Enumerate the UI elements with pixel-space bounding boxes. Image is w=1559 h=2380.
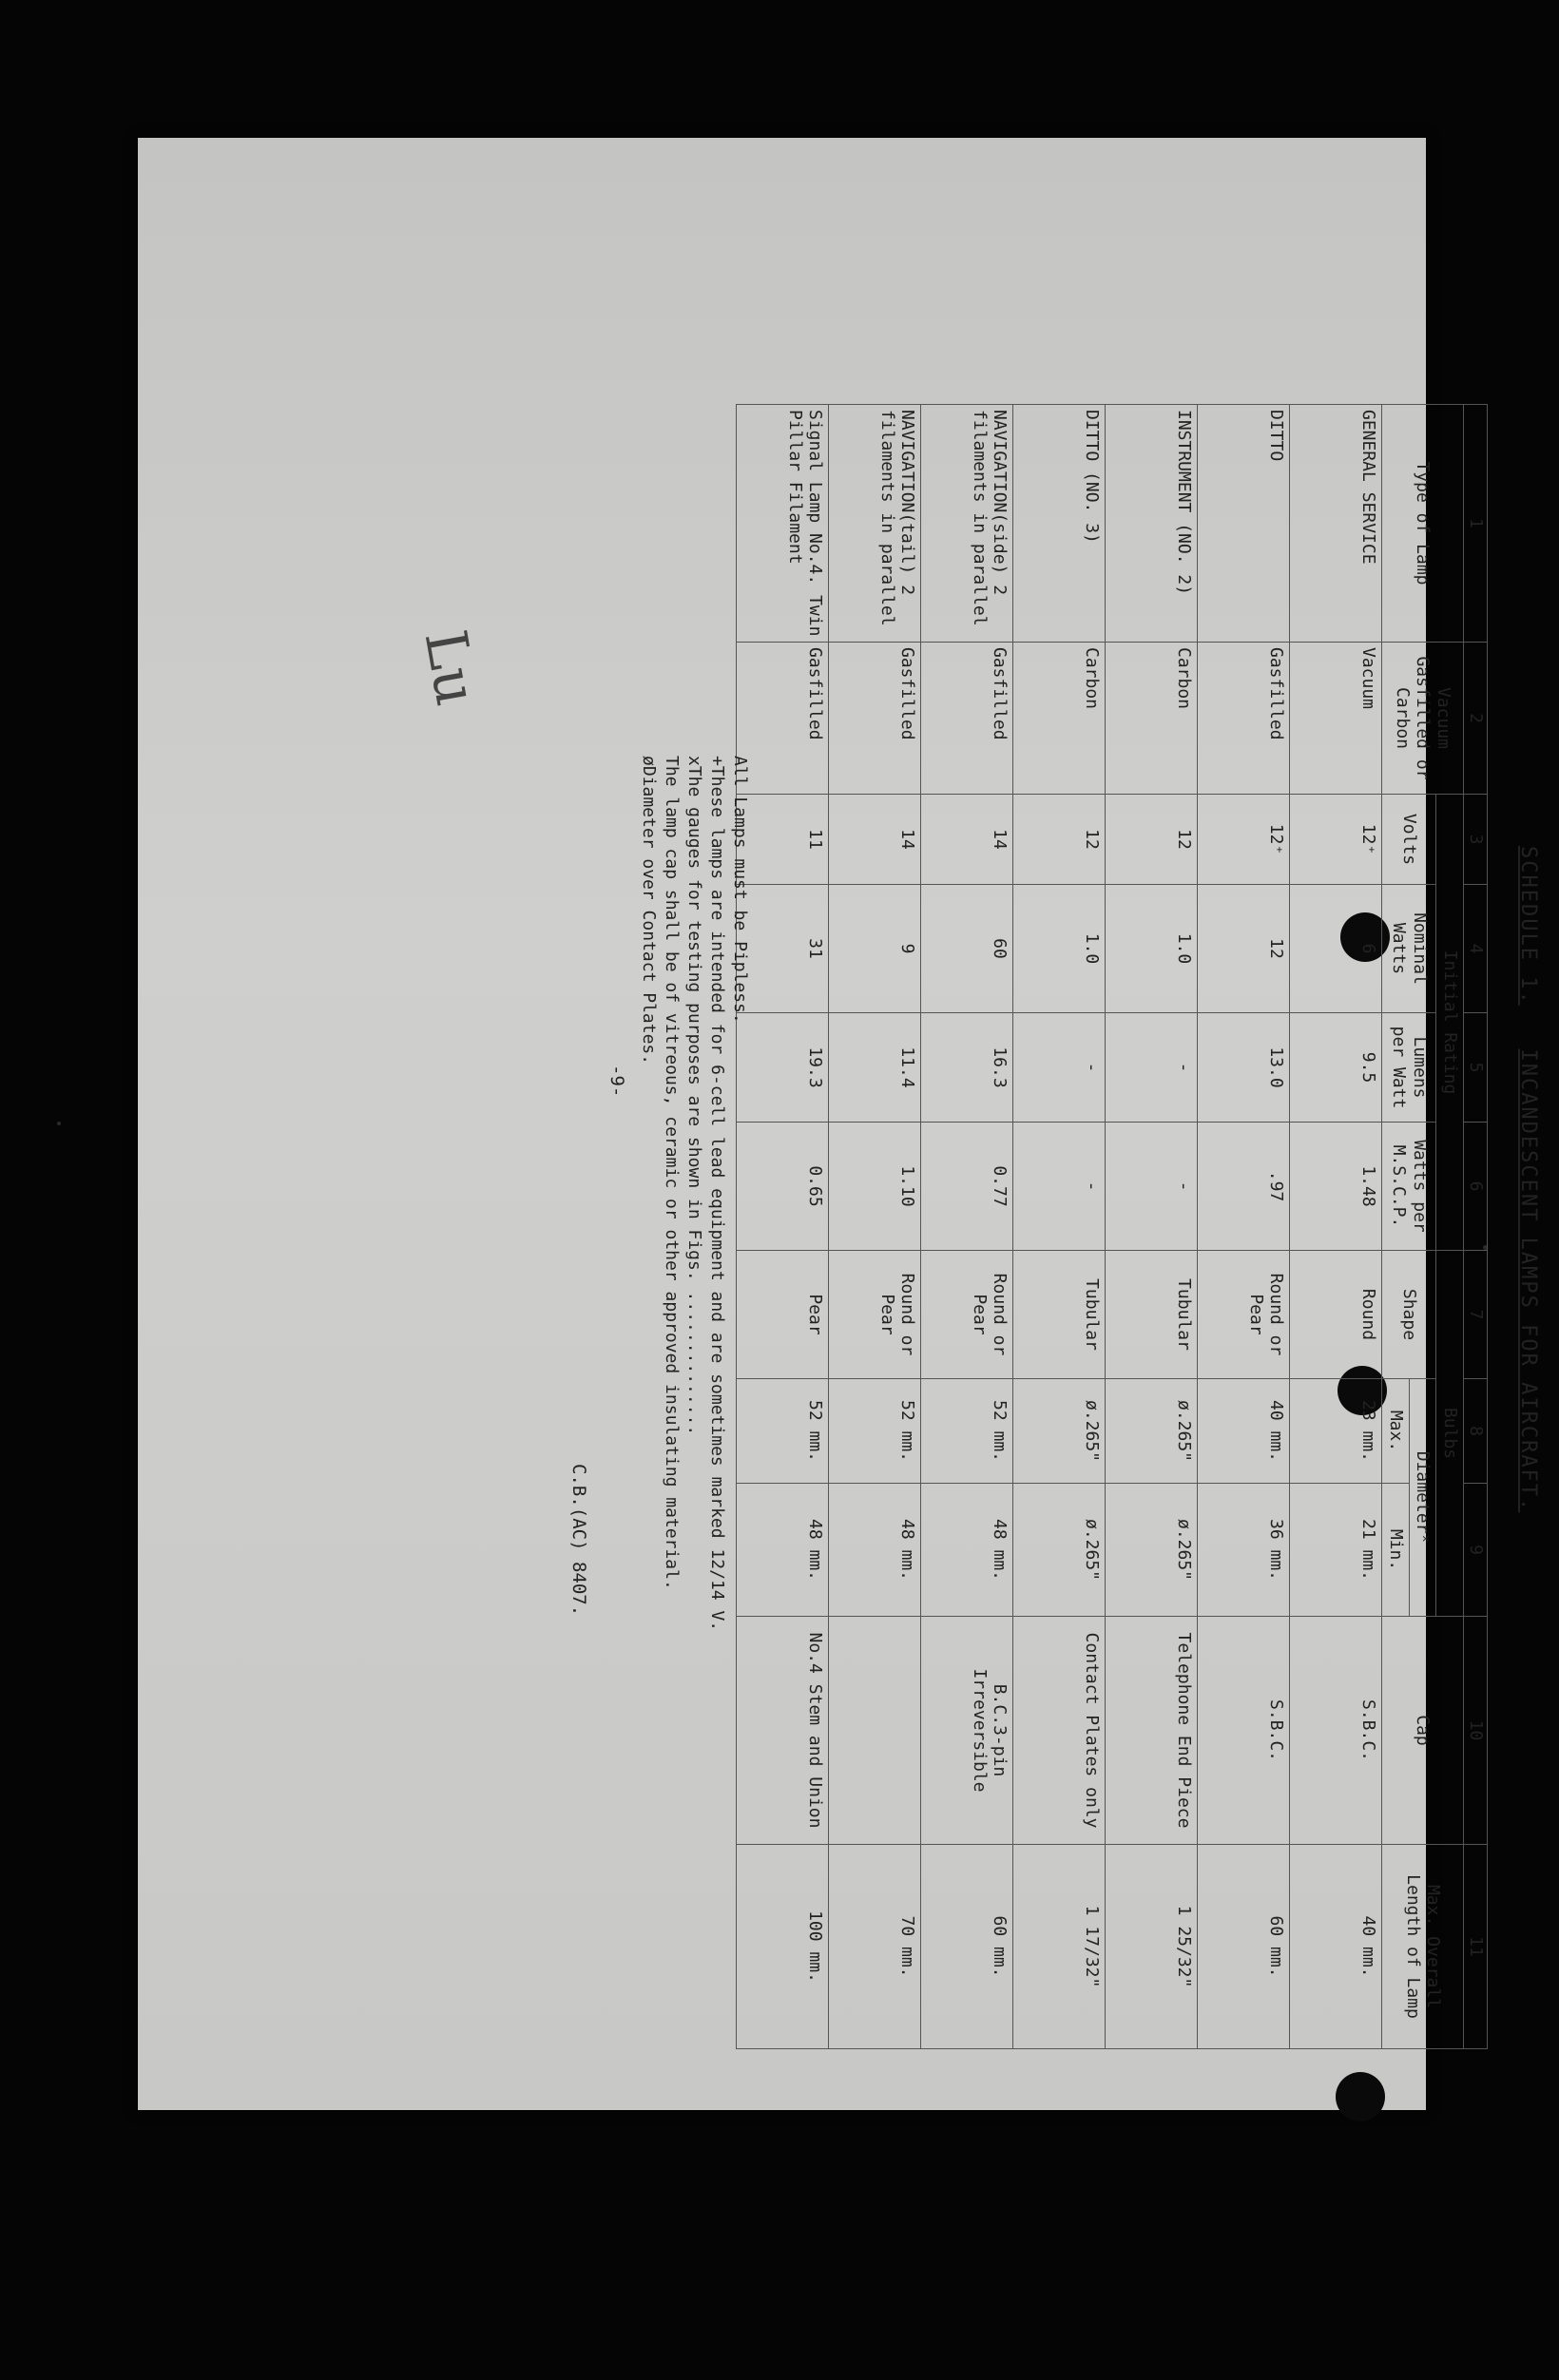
cell-type: Signal Lamp No.4. Twin Pillar Filament [737, 405, 829, 643]
cell-volts: 14 [829, 795, 921, 885]
cell-max: ø.265" [1106, 1379, 1198, 1484]
table-row [921, 405, 1013, 2049]
cell-volts: 12⁺ [1290, 795, 1382, 885]
column-number: 5 [1464, 1013, 1488, 1123]
cell-wpscp: 1.10 [829, 1123, 921, 1251]
table-row [829, 405, 921, 2049]
lamp-schedule-table [736, 404, 1488, 2049]
header-shape: Shape [1382, 1251, 1436, 1379]
cell-lumens: 13.0 [1198, 1013, 1290, 1123]
rotated-content [390, 390, 1559, 2064]
cell-volts: 11 [737, 795, 829, 885]
cell-length: 60 mm. [1198, 1845, 1290, 2049]
cell-max: ø.265" [1013, 1379, 1106, 1484]
cell-length: 1 25/32" [1106, 1845, 1198, 2049]
cell-watts: 6 [1290, 885, 1382, 1013]
cell-gas: Carbon [1013, 643, 1106, 795]
cell-lumens: 11.4 [829, 1013, 921, 1123]
cell-cap: Contact Plates only [1013, 1617, 1106, 1845]
cell-lumens: 19.3 [737, 1013, 829, 1123]
cell-wpscp: 1.48 [1290, 1123, 1382, 1251]
cell-shape: Round [1290, 1251, 1382, 1379]
table-row [1106, 405, 1198, 2049]
cell-shape: Round or Pear [829, 1251, 921, 1379]
cell-max: 23 mm. [1290, 1379, 1382, 1484]
table-row [1013, 405, 1106, 2049]
cell-shape: Round or Pear [921, 1251, 1013, 1379]
cell-wpscp: - [1106, 1123, 1198, 1251]
cell-min: ø.265" [1106, 1484, 1198, 1617]
cell-min: 48 mm. [737, 1484, 829, 1617]
header-length: Max. Overall Length of Lamp [1382, 1845, 1464, 2049]
handwritten-mark: Lu [411, 624, 491, 711]
cell-lumens: - [1013, 1013, 1106, 1123]
cell-length: 70 mm. [829, 1845, 921, 2049]
column-number: 8 [1464, 1379, 1488, 1484]
cell-max: 52 mm. [829, 1379, 921, 1484]
cell-cap: S.B.C. [1290, 1617, 1382, 1845]
schedule-title [1516, 846, 1540, 1512]
header-min: Min. [1382, 1484, 1410, 1617]
footnote: +These lamps are intended for 6-cell lead equipment and are sometimes marked 12/14 V. [707, 756, 727, 1632]
table-row [1198, 405, 1290, 2049]
cell-length: 60 mm. [921, 1845, 1013, 2049]
header-gas: Vacuum Gasfilled or Carbon [1382, 643, 1464, 795]
footnotes [637, 756, 751, 2029]
cell-shape: Tubular [1013, 1251, 1106, 1379]
cell-watts: 60 [921, 885, 1013, 1013]
scan-speck [57, 1122, 61, 1125]
header-bulbs: Bulbs [1436, 1251, 1464, 1617]
header-watts: Nominal Watts [1382, 885, 1436, 1013]
footnote: øDiameter over Contact Plates. [639, 756, 659, 1065]
column-number: 3 [1464, 795, 1488, 885]
header-volts: Volts [1382, 795, 1436, 885]
column-number: 6 [1464, 1123, 1488, 1251]
cell-wpscp: 0.77 [921, 1123, 1013, 1251]
cell-length: 100 mm. [737, 1845, 829, 2049]
column-number: 10 [1464, 1617, 1488, 1845]
cell-shape: Pear [737, 1251, 829, 1379]
cell-min: 36 mm. [1198, 1484, 1290, 1617]
page-number: -9- [606, 1065, 627, 1098]
cell-min: 48 mm. [921, 1484, 1013, 1617]
cell-type: GENERAL SERVICE [1290, 405, 1382, 643]
cell-min: 21 mm. [1290, 1484, 1382, 1617]
cell-shape: Tubular [1106, 1251, 1198, 1379]
header-lumens: Lumens per Watt [1382, 1013, 1436, 1123]
cell-watts: 1.0 [1013, 885, 1106, 1013]
column-number-row [1464, 405, 1488, 2049]
column-number: 11 [1464, 1845, 1488, 2049]
cell-type: DITTO (NO. 3) [1013, 405, 1106, 643]
schedule-heading: INCANDESCENT LAMPS FOR AIRCRAFT. [1516, 1048, 1540, 1513]
header-max: Max. [1382, 1379, 1410, 1484]
cell-shape: Round or Pear [1198, 1251, 1290, 1379]
footnote: The lamp cap shall be of vitreous, ceramic or other approved insulating material. [662, 756, 682, 1590]
cell-cap: No.4 Stem and Union [737, 1617, 829, 1845]
cell-cap [829, 1617, 921, 1845]
group-header-row [1436, 405, 1464, 2049]
cell-wpscp: 0.65 [737, 1123, 829, 1251]
cell-lumens: 9.5 [1290, 1013, 1382, 1123]
table-row [1290, 405, 1382, 2049]
header-diameter: Diameterˣ [1409, 1379, 1436, 1617]
cell-length: 1 17/32" [1013, 1845, 1106, 2049]
cell-volts: 12⁺ [1198, 795, 1290, 885]
footnote: xThe gauges for testing purposes are shown in Figs. .............. [684, 756, 704, 1436]
cell-max: 52 mm. [737, 1379, 829, 1484]
header-type: Type of Lamp [1382, 405, 1464, 643]
cell-watts: 31 [737, 885, 829, 1013]
column-number: 7 [1464, 1251, 1488, 1379]
cell-wpscp: - [1013, 1123, 1106, 1251]
cell-type: NAVIGATION(side) 2 filaments in parallel [921, 405, 1013, 643]
cell-max: 40 mm. [1198, 1379, 1290, 1484]
cell-lumens: - [1106, 1013, 1198, 1123]
cell-max: 52 mm. [921, 1379, 1013, 1484]
column-number: 1 [1464, 405, 1488, 643]
cell-type: INSTRUMENT (NO. 2) [1106, 405, 1198, 643]
cell-min: ø.265" [1013, 1484, 1106, 1617]
cell-cap: S.B.C. [1198, 1617, 1290, 1845]
cell-gas: Carbon [1106, 643, 1198, 795]
cell-type: NAVIGATION(tail) 2 filaments in parallel [829, 405, 921, 643]
cell-watts: 12 [1198, 885, 1290, 1013]
column-number: 2 [1464, 643, 1488, 795]
cell-gas: Gasfilled [829, 643, 921, 795]
header-wpscp: Watts per M.S.C.P. [1382, 1123, 1436, 1251]
cell-gas: Vacuum [1290, 643, 1382, 795]
column-number: 9 [1464, 1484, 1488, 1617]
header-cap: Cap [1382, 1617, 1464, 1845]
column-number: 4 [1464, 885, 1488, 1013]
cell-length: 40 mm. [1290, 1845, 1382, 2049]
cell-min: 48 mm. [829, 1484, 921, 1617]
cell-cap: Telephone End Piece [1106, 1617, 1198, 1845]
punch-hole [1336, 2072, 1385, 2121]
schedule-label: SCHEDULE 1. [1516, 846, 1540, 1006]
cell-gas: Gasfilled [1198, 643, 1290, 795]
cell-watts: 9 [829, 885, 921, 1013]
cell-gas: Gasfilled [737, 643, 829, 795]
cell-type: DITTO [1198, 405, 1290, 643]
cell-cap: B.C.3-pin Irreversible [921, 1617, 1013, 1845]
header-initial-rating: Initial Rating [1436, 795, 1464, 1251]
cell-volts: 12 [1106, 795, 1198, 885]
footnote: All Lamps must be Pipless. [730, 756, 750, 1024]
cell-lumens: 16.3 [921, 1013, 1013, 1123]
document-reference: C.B.(AC) 8407. [568, 1464, 589, 1617]
cell-wpscp: .97 [1198, 1123, 1290, 1251]
cell-gas: Gasfilled [921, 643, 1013, 795]
cell-volts: 12 [1013, 795, 1106, 885]
cell-volts: 14 [921, 795, 1013, 885]
cell-watts: 1.0 [1106, 885, 1198, 1013]
